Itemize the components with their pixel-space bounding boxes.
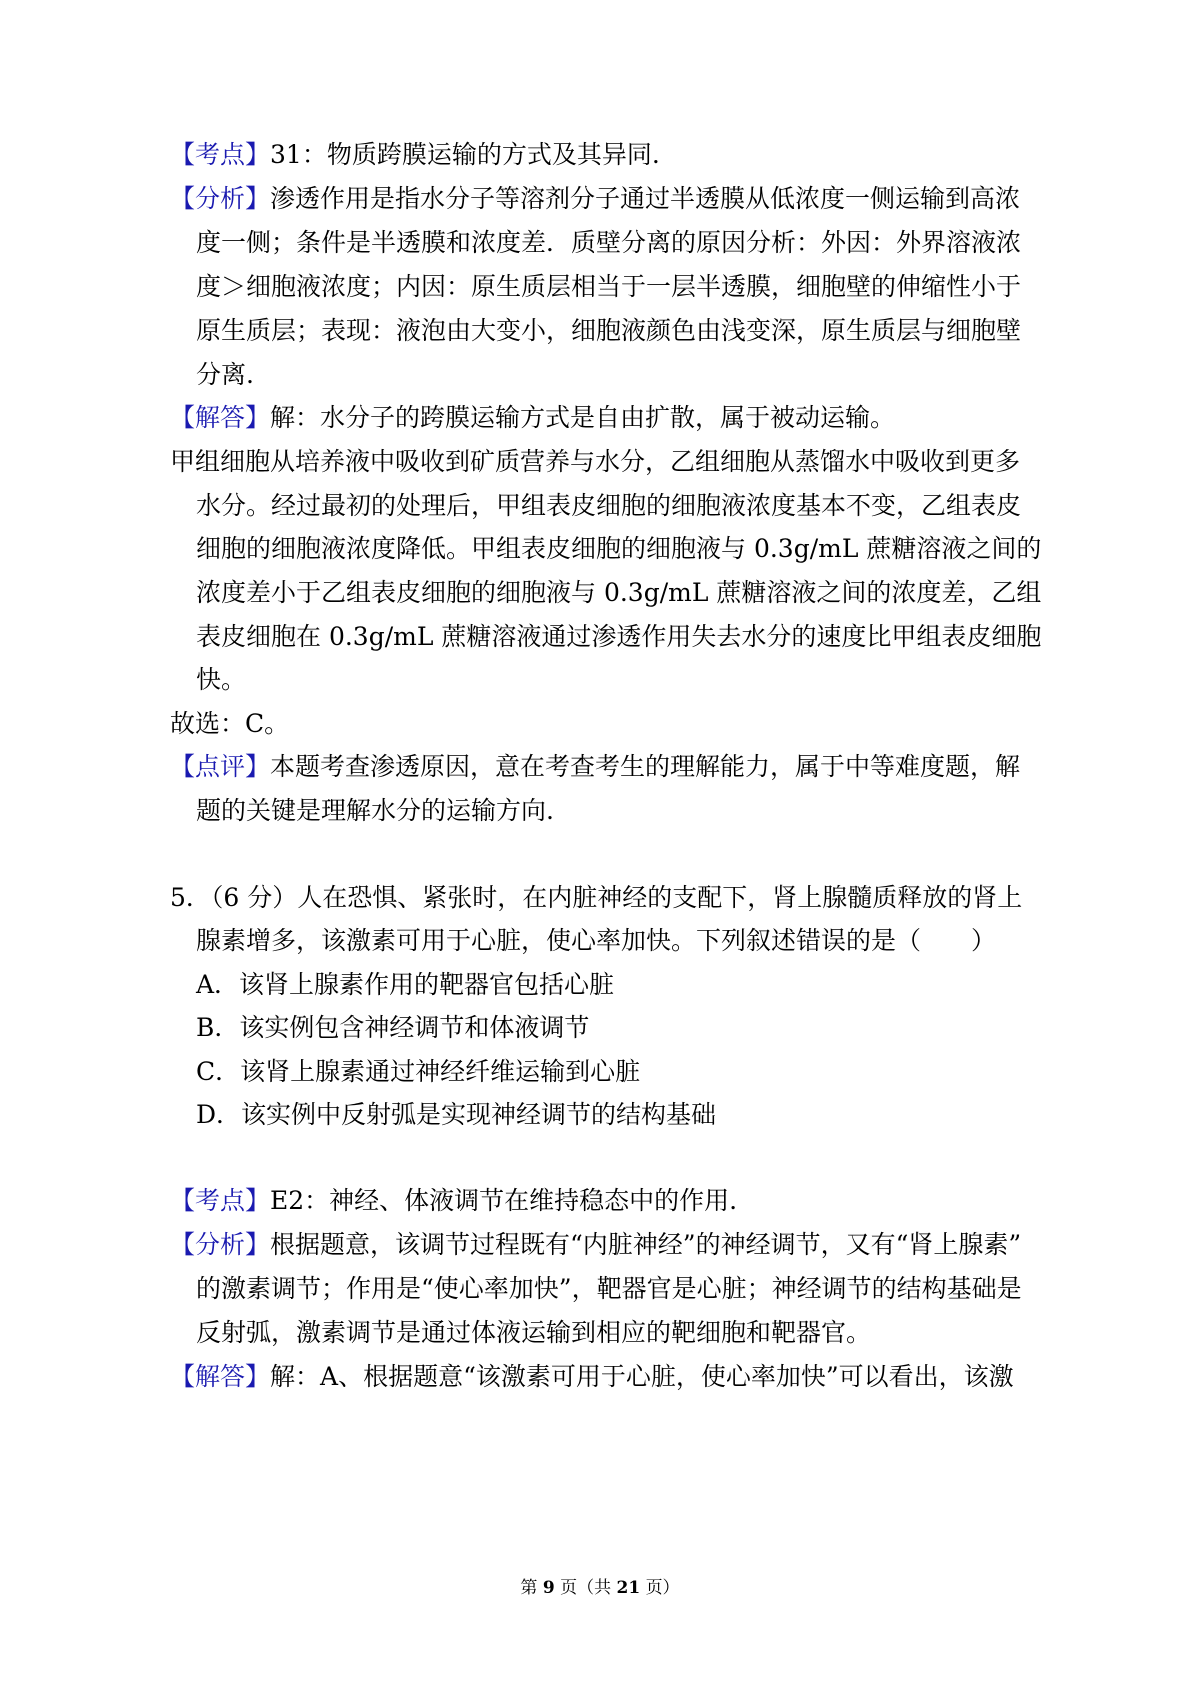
fenxi-line-5: 分离. <box>196 360 254 389</box>
kaodian-line <box>170 140 660 170</box>
jieda-body-2: 水分。经过最初的处理后，甲组表皮细胞的细胞液浓度基本不变，乙组表皮 <box>196 491 1022 520</box>
kaodian-b-line <box>170 1186 737 1216</box>
option-b: B．该实例包含神经调节和体液调节 <box>196 1013 590 1042</box>
kaodian-text: 31：物质跨膜运输的方式及其异同. <box>270 140 660 169</box>
fenxi-text: 渗透作用是指水分子等溶剂分子通过半透膜从低浓度一侧运输到高浓 <box>270 184 1021 213</box>
dianping-text: 本题考查渗透原因，意在考查考生的理解能力，属于中等难度题，解 <box>270 752 1021 781</box>
jieda-body-3: 细胞的细胞液浓度降低。甲组表皮细胞的细胞液与 0.3g/mL 蔗糖溶液之间的 <box>196 534 1042 563</box>
jieda-body-5: 表皮细胞在 0.3g/mL 蔗糖溶液通过渗透作用失去水分的速度比甲组表皮细胞 <box>196 622 1042 651</box>
fenxi-b-line-2: 的激素调节；作用是“使心率加快”，靶器官是心脏；神经调节的结构基础是 <box>196 1274 1022 1303</box>
option-d: D．该实例中反射弧是实现神经调节的结构基础 <box>196 1100 717 1129</box>
fenxi-line-3: 度＞细胞液浓度；内因：原生质层相当于一层半透膜，细胞壁的伸缩性小于 <box>196 272 1022 301</box>
kaodian-b-tag: 【考点】 <box>170 1186 271 1215</box>
fenxi-b-line-3: 反射弧，激素调节是通过体液运输到相应的靶细胞和靶器官。 <box>196 1318 872 1347</box>
jieda-b-line <box>170 1362 1014 1392</box>
jieda-b-text: 解：A、根据题意“该激素可用于心脏，使心率加快”可以看出，该激 <box>270 1362 1014 1391</box>
fenxi-b-tag: 【分析】 <box>170 1230 271 1259</box>
dianping-line-1 <box>170 752 1020 782</box>
answer-line: 故选：C。 <box>170 709 290 738</box>
page-footer <box>0 1577 1200 1599</box>
fenxi-b-line-1 <box>170 1230 1021 1260</box>
fenxi-line-4: 原生质层；表现：液泡由大变小，细胞液颜色由浅变深，原生质层与细胞壁 <box>196 316 1022 345</box>
dianping-tag: 【点评】 <box>170 752 271 781</box>
jieda-body-1: 甲组细胞从培养液中吸收到矿质营养与水分，乙组细胞从蒸馏水中吸收到更多 <box>170 447 1021 476</box>
footer-pre: 第 <box>520 1578 538 1598</box>
kaodian-b-text: E2：神经、体液调节在维持稳态中的作用. <box>270 1186 738 1215</box>
jieda-first: 解：水分子的跨膜运输方式是自由扩散，属于被动运输。 <box>270 403 896 432</box>
jieda-line <box>170 403 895 433</box>
footer-page-number: 9 <box>542 1578 555 1598</box>
footer-mid: 页（共 <box>560 1578 612 1598</box>
footer-post: 页） <box>645 1578 680 1598</box>
jieda-body-6: 快。 <box>196 665 247 694</box>
fenxi-line-1 <box>170 184 1020 214</box>
question-stem-2: 腺素增多，该激素可用于心脏，使心率加快。下列叙述错误的是（ ） <box>196 926 997 955</box>
option-c: C．该肾上腺素通过神经纤维运输到心脏 <box>196 1057 641 1086</box>
jieda-b-tag: 【解答】 <box>170 1362 271 1391</box>
fenxi-tag: 【分析】 <box>170 184 271 213</box>
option-a: A．该肾上腺素作用的靶器官包括心脏 <box>196 970 615 999</box>
dianping-line-2: 题的关键是理解水分的运输方向. <box>196 796 554 825</box>
question-stem-1: 5．（6 分）人在恐惧、紧张时，在内脏神经的支配下，肾上腺髓质释放的肾上 <box>170 883 1023 912</box>
jieda-body-4: 浓度差小于乙组表皮细胞的细胞液与 0.3g/mL 蔗糖溶液之间的浓度差，乙组 <box>196 578 1042 607</box>
jieda-tag: 【解答】 <box>170 403 271 432</box>
footer-total-pages: 21 <box>616 1578 641 1598</box>
fenxi-line-2: 度一侧；条件是半透膜和浓度差．质壁分离的原因分析：外因：外界溶液浓 <box>196 228 1022 257</box>
kaodian-tag: 【考点】 <box>170 140 271 169</box>
fenxi-b-text: 根据题意，该调节过程既有“内脏神经”的神经调节，又有“肾上腺素” <box>270 1230 1022 1259</box>
